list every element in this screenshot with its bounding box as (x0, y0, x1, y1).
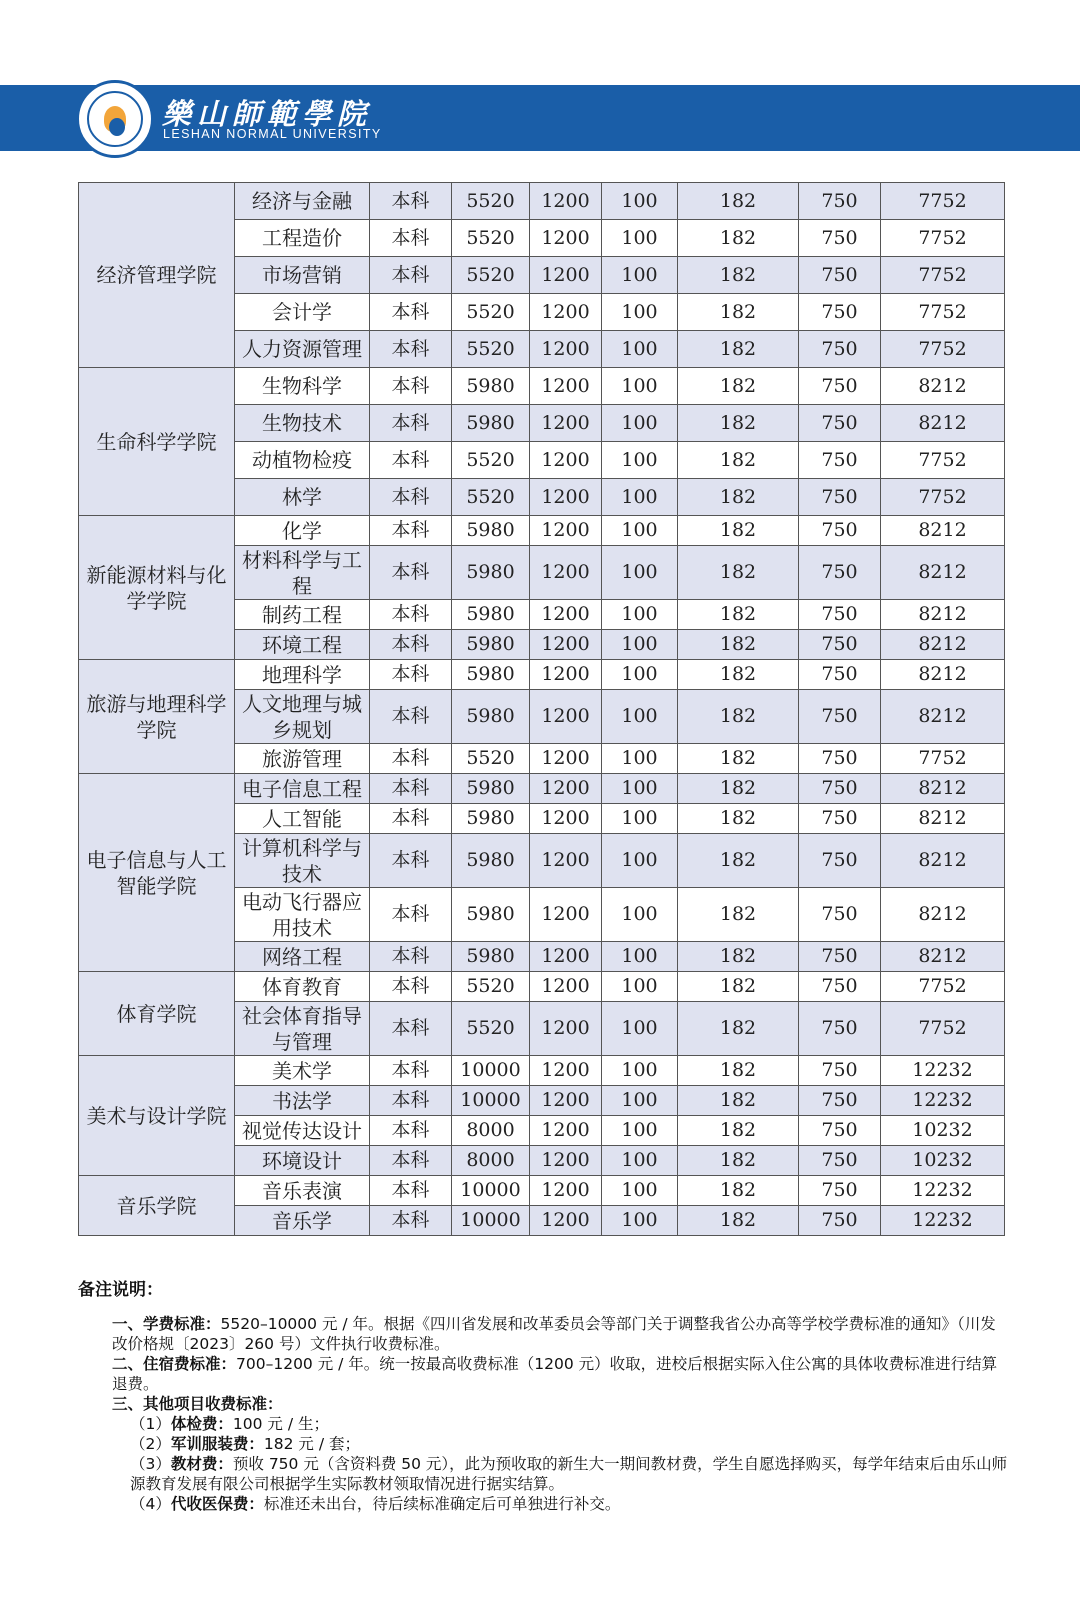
total-cell: 7752 (881, 294, 1005, 331)
exam-cell: 100 (602, 405, 678, 442)
accommodation-cell: 1200 (530, 257, 602, 294)
uniform-cell: 182 (678, 690, 799, 744)
table-row (79, 183, 1005, 220)
note-prefix: （1） (130, 1415, 171, 1433)
books-cell: 750 (799, 368, 881, 405)
major-cell: 计算机科学与技术 (235, 834, 370, 888)
exam-cell: 100 (602, 294, 678, 331)
level-cell: 本科 (370, 804, 452, 834)
level-cell: 本科 (370, 220, 452, 257)
tuition-cell: 5520 (452, 183, 530, 220)
major-cell: 会计学 (235, 294, 370, 331)
books-cell: 750 (799, 888, 881, 942)
level-cell: 本科 (370, 183, 452, 220)
tuition-cell: 5980 (452, 942, 530, 972)
books-cell: 750 (799, 690, 881, 744)
major-cell: 经济与金融 (235, 183, 370, 220)
books-cell: 750 (799, 516, 881, 546)
books-cell: 750 (799, 183, 881, 220)
college-cell: 经济管理学院 (79, 183, 235, 368)
major-cell: 地理科学 (235, 660, 370, 690)
accommodation-cell: 1200 (530, 220, 602, 257)
major-cell: 旅游管理 (235, 744, 370, 774)
note-item-tuition (78, 1314, 1008, 1354)
tuition-cell: 5980 (452, 405, 530, 442)
university-name-cn: 樂山師範學院 (162, 97, 373, 131)
note-prefix: （2） (130, 1435, 171, 1453)
seal-drop (109, 118, 125, 136)
accommodation-cell: 1200 (530, 1002, 602, 1056)
uniform-cell: 182 (678, 888, 799, 942)
note-label: 一、学费标准： (112, 1315, 221, 1333)
accommodation-cell: 1200 (530, 1146, 602, 1176)
note-text: 预收 750 元（含资料费 50 元），此为预收取的新生大一期间教材费，学生自愿选择购买，每学年结束后由乐山师源教育发展有限公司根据学生实际教材领取情况进行据实结算。 (130, 1455, 1008, 1493)
exam-cell: 100 (602, 1146, 678, 1176)
exam-cell: 100 (602, 368, 678, 405)
total-cell: 12232 (881, 1206, 1005, 1236)
tuition-cell: 5520 (452, 331, 530, 368)
note-text: 标准还未出台，待后续标准确定后可单独进行补交。 (263, 1495, 621, 1513)
level-cell: 本科 (370, 1086, 452, 1116)
major-cell: 电子信息工程 (235, 774, 370, 804)
tuition-cell: 5520 (452, 442, 530, 479)
major-cell: 电动飞行器应用技术 (235, 888, 370, 942)
accommodation-cell: 1200 (530, 1176, 602, 1206)
total-cell: 8212 (881, 834, 1005, 888)
note-text: 100 元 / 生； (232, 1415, 329, 1433)
note-text: 5520–10000 元 / 年。根据《四川省发展和改革委员会等部门关于调整我省公办高等学校学费标准的通知》（川发改价格规〔2023〕260 号）文件执行收费标准。 (112, 1315, 996, 1353)
exam-cell: 100 (602, 479, 678, 516)
tuition-cell: 10000 (452, 1056, 530, 1086)
accommodation-cell: 1200 (530, 405, 602, 442)
uniform-cell: 182 (678, 442, 799, 479)
exam-cell: 100 (602, 942, 678, 972)
total-cell: 8212 (881, 774, 1005, 804)
uniform-cell: 182 (678, 630, 799, 660)
major-cell: 人文地理与城乡规划 (235, 690, 370, 744)
note-item-other (78, 1394, 1008, 1414)
major-cell: 音乐学 (235, 1206, 370, 1236)
level-cell: 本科 (370, 1056, 452, 1086)
uniform-cell: 182 (678, 183, 799, 220)
note-subitem-books (78, 1454, 1008, 1494)
uniform-cell: 182 (678, 331, 799, 368)
level-cell: 本科 (370, 331, 452, 368)
accommodation-cell: 1200 (530, 774, 602, 804)
note-label: 三、其他项目收费标准： (112, 1395, 283, 1413)
tuition-cell: 5980 (452, 834, 530, 888)
books-cell: 750 (799, 1116, 881, 1146)
note-label: 军训服装费： (170, 1435, 264, 1453)
total-cell: 10232 (881, 1116, 1005, 1146)
note-label: 体检费： (170, 1415, 233, 1433)
books-cell: 750 (799, 331, 881, 368)
major-cell: 生物技术 (235, 405, 370, 442)
uniform-cell: 182 (678, 600, 799, 630)
accommodation-cell: 1200 (530, 546, 602, 600)
accommodation-cell: 1200 (530, 690, 602, 744)
exam-cell: 100 (602, 1176, 678, 1206)
level-cell: 本科 (370, 1002, 452, 1056)
total-cell: 7752 (881, 220, 1005, 257)
exam-cell: 100 (602, 257, 678, 294)
total-cell: 8212 (881, 516, 1005, 546)
level-cell: 本科 (370, 972, 452, 1002)
total-cell: 8212 (881, 630, 1005, 660)
level-cell: 本科 (370, 294, 452, 331)
exam-cell: 100 (602, 888, 678, 942)
exam-cell: 100 (602, 183, 678, 220)
college-cell: 音乐学院 (79, 1176, 235, 1236)
level-cell: 本科 (370, 600, 452, 630)
books-cell: 750 (799, 479, 881, 516)
total-cell: 8212 (881, 368, 1005, 405)
major-cell: 体育教育 (235, 972, 370, 1002)
level-cell: 本科 (370, 1116, 452, 1146)
books-cell: 750 (799, 834, 881, 888)
note-label: 教材费： (170, 1455, 233, 1473)
fee-table (78, 182, 1005, 1236)
books-cell: 750 (799, 804, 881, 834)
accommodation-cell: 1200 (530, 744, 602, 774)
note-subitem-insurance (78, 1494, 1008, 1514)
accommodation-cell: 1200 (530, 630, 602, 660)
total-cell: 8212 (881, 804, 1005, 834)
level-cell: 本科 (370, 257, 452, 294)
exam-cell: 100 (602, 1002, 678, 1056)
total-cell: 8212 (881, 600, 1005, 630)
tuition-cell: 10000 (452, 1206, 530, 1236)
total-cell: 7752 (881, 331, 1005, 368)
major-cell: 社会体育指导与管理 (235, 1002, 370, 1056)
books-cell: 750 (799, 220, 881, 257)
total-cell: 7752 (881, 479, 1005, 516)
tuition-cell: 5520 (452, 744, 530, 774)
exam-cell: 100 (602, 774, 678, 804)
total-cell: 8212 (881, 690, 1005, 744)
major-cell: 人工智能 (235, 804, 370, 834)
exam-cell: 100 (602, 660, 678, 690)
accommodation-cell: 1200 (530, 804, 602, 834)
uniform-cell: 182 (678, 942, 799, 972)
uniform-cell: 182 (678, 834, 799, 888)
books-cell: 750 (799, 257, 881, 294)
note-label: 代收医保费： (170, 1495, 264, 1513)
books-cell: 750 (799, 942, 881, 972)
major-cell: 工程造价 (235, 220, 370, 257)
level-cell: 本科 (370, 888, 452, 942)
uniform-cell: 182 (678, 1002, 799, 1056)
tuition-cell: 5520 (452, 479, 530, 516)
exam-cell: 100 (602, 220, 678, 257)
accommodation-cell: 1200 (530, 1056, 602, 1086)
total-cell: 8212 (881, 405, 1005, 442)
level-cell: 本科 (370, 546, 452, 600)
books-cell: 750 (799, 1086, 881, 1116)
exam-cell: 100 (602, 516, 678, 546)
books-cell: 750 (799, 972, 881, 1002)
level-cell: 本科 (370, 942, 452, 972)
books-cell: 750 (799, 1056, 881, 1086)
uniform-cell: 182 (678, 368, 799, 405)
level-cell: 本科 (370, 1176, 452, 1206)
exam-cell: 100 (602, 972, 678, 1002)
level-cell: 本科 (370, 442, 452, 479)
level-cell: 本科 (370, 774, 452, 804)
major-cell: 人力资源管理 (235, 331, 370, 368)
books-cell: 750 (799, 630, 881, 660)
exam-cell: 100 (602, 690, 678, 744)
books-cell: 750 (799, 1146, 881, 1176)
uniform-cell: 182 (678, 294, 799, 331)
major-cell: 书法学 (235, 1086, 370, 1116)
exam-cell: 100 (602, 1116, 678, 1146)
tuition-cell: 5980 (452, 690, 530, 744)
accommodation-cell: 1200 (530, 368, 602, 405)
books-cell: 750 (799, 1206, 881, 1236)
uniform-cell: 182 (678, 972, 799, 1002)
tuition-cell: 10000 (452, 1176, 530, 1206)
tuition-cell: 5980 (452, 660, 530, 690)
tuition-cell: 5980 (452, 888, 530, 942)
exam-cell: 100 (602, 331, 678, 368)
tuition-cell: 5980 (452, 774, 530, 804)
exam-cell: 100 (602, 600, 678, 630)
major-cell: 视觉传达设计 (235, 1116, 370, 1146)
exam-cell: 100 (602, 1056, 678, 1086)
notes-heading: 备注说明： (78, 1280, 163, 1300)
major-cell: 生物科学 (235, 368, 370, 405)
books-cell: 750 (799, 546, 881, 600)
total-cell: 7752 (881, 442, 1005, 479)
books-cell: 750 (799, 600, 881, 630)
accommodation-cell: 1200 (530, 479, 602, 516)
exam-cell: 100 (602, 1206, 678, 1236)
university-seal-icon (76, 80, 154, 158)
tuition-cell: 8000 (452, 1116, 530, 1146)
uniform-cell: 182 (678, 774, 799, 804)
major-cell: 化学 (235, 516, 370, 546)
uniform-cell: 182 (678, 257, 799, 294)
total-cell: 7752 (881, 257, 1005, 294)
major-cell: 网络工程 (235, 942, 370, 972)
books-cell: 750 (799, 1002, 881, 1056)
level-cell: 本科 (370, 405, 452, 442)
table-row (79, 972, 1005, 1002)
books-cell: 750 (799, 442, 881, 479)
tuition-cell: 5520 (452, 972, 530, 1002)
table-row (79, 660, 1005, 690)
uniform-cell: 182 (678, 516, 799, 546)
level-cell: 本科 (370, 1206, 452, 1236)
major-cell: 环境工程 (235, 630, 370, 660)
books-cell: 750 (799, 744, 881, 774)
note-label: 二、住宿费标准： (112, 1355, 237, 1373)
notes-section (78, 1280, 1008, 1514)
accommodation-cell: 1200 (530, 442, 602, 479)
exam-cell: 100 (602, 744, 678, 774)
accommodation-cell: 1200 (530, 660, 602, 690)
books-cell: 750 (799, 774, 881, 804)
exam-cell: 100 (602, 546, 678, 600)
college-cell: 体育学院 (79, 972, 235, 1056)
college-cell: 旅游与地理科学学院 (79, 660, 235, 774)
table-row (79, 774, 1005, 804)
note-item-accommodation (78, 1354, 1008, 1394)
tuition-cell: 5980 (452, 546, 530, 600)
tuition-cell: 8000 (452, 1146, 530, 1176)
accommodation-cell: 1200 (530, 183, 602, 220)
books-cell: 750 (799, 1176, 881, 1206)
total-cell: 8212 (881, 660, 1005, 690)
accommodation-cell: 1200 (530, 1206, 602, 1236)
college-cell: 美术与设计学院 (79, 1056, 235, 1176)
books-cell: 750 (799, 294, 881, 331)
total-cell: 12232 (881, 1086, 1005, 1116)
tuition-cell: 10000 (452, 1086, 530, 1116)
college-cell: 新能源材料与化学学院 (79, 516, 235, 660)
note-prefix: （3） (130, 1455, 171, 1473)
uniform-cell: 182 (678, 1146, 799, 1176)
level-cell: 本科 (370, 516, 452, 546)
tuition-cell: 5980 (452, 516, 530, 546)
total-cell: 8212 (881, 888, 1005, 942)
total-cell: 7752 (881, 972, 1005, 1002)
total-cell: 7752 (881, 183, 1005, 220)
uniform-cell: 182 (678, 1116, 799, 1146)
uniform-cell: 182 (678, 405, 799, 442)
tuition-cell: 5520 (452, 294, 530, 331)
tuition-cell: 5980 (452, 368, 530, 405)
level-cell: 本科 (370, 630, 452, 660)
uniform-cell: 182 (678, 479, 799, 516)
tuition-cell: 5980 (452, 600, 530, 630)
accommodation-cell: 1200 (530, 972, 602, 1002)
seal-ring (87, 91, 143, 147)
accommodation-cell: 1200 (530, 942, 602, 972)
level-cell: 本科 (370, 479, 452, 516)
major-cell: 环境设计 (235, 1146, 370, 1176)
total-cell: 8212 (881, 942, 1005, 972)
major-cell: 制药工程 (235, 600, 370, 630)
uniform-cell: 182 (678, 220, 799, 257)
major-cell: 音乐表演 (235, 1176, 370, 1206)
uniform-cell: 182 (678, 660, 799, 690)
major-cell: 材料科学与工程 (235, 546, 370, 600)
tuition-cell: 5520 (452, 220, 530, 257)
exam-cell: 100 (602, 834, 678, 888)
accommodation-cell: 1200 (530, 516, 602, 546)
exam-cell: 100 (602, 1086, 678, 1116)
books-cell: 750 (799, 405, 881, 442)
table-row (79, 368, 1005, 405)
tuition-cell: 5520 (452, 257, 530, 294)
uniform-cell: 182 (678, 1056, 799, 1086)
total-cell: 8212 (881, 546, 1005, 600)
table-row (79, 1056, 1005, 1086)
major-cell: 市场营销 (235, 257, 370, 294)
level-cell: 本科 (370, 744, 452, 774)
level-cell: 本科 (370, 368, 452, 405)
uniform-cell: 182 (678, 1176, 799, 1206)
college-cell: 电子信息与人工智能学院 (79, 774, 235, 972)
uniform-cell: 182 (678, 804, 799, 834)
level-cell: 本科 (370, 660, 452, 690)
total-cell: 7752 (881, 744, 1005, 774)
note-text: 182 元 / 套； (263, 1435, 360, 1453)
total-cell: 12232 (881, 1056, 1005, 1086)
fee-table-body (79, 183, 1005, 1236)
total-cell: 10232 (881, 1146, 1005, 1176)
college-cell: 生命科学学院 (79, 368, 235, 516)
tuition-cell: 5980 (452, 804, 530, 834)
note-subitem-uniform (78, 1434, 1008, 1454)
tuition-cell: 5520 (452, 1002, 530, 1056)
uniform-cell: 182 (678, 1086, 799, 1116)
total-cell: 7752 (881, 1002, 1005, 1056)
accommodation-cell: 1200 (530, 888, 602, 942)
level-cell: 本科 (370, 834, 452, 888)
uniform-cell: 182 (678, 1206, 799, 1236)
major-cell: 美术学 (235, 1056, 370, 1086)
accommodation-cell: 1200 (530, 1116, 602, 1146)
table-row (79, 1176, 1005, 1206)
tuition-cell: 5980 (452, 630, 530, 660)
accommodation-cell: 1200 (530, 600, 602, 630)
exam-cell: 100 (602, 442, 678, 479)
note-prefix: （4） (130, 1495, 171, 1513)
note-text: 700–1200 元 / 年。统一按最高收费标准（1200 元）收取，进校后根据实际入住公寓的具体收费标准进行结算退费。 (112, 1355, 998, 1393)
accommodation-cell: 1200 (530, 1086, 602, 1116)
exam-cell: 100 (602, 804, 678, 834)
uniform-cell: 182 (678, 744, 799, 774)
major-cell: 林学 (235, 479, 370, 516)
university-name-en: LESHAN NORMAL UNIVERSITY (163, 127, 382, 141)
level-cell: 本科 (370, 1146, 452, 1176)
books-cell: 750 (799, 660, 881, 690)
accommodation-cell: 1200 (530, 331, 602, 368)
accommodation-cell: 1200 (530, 834, 602, 888)
table-row (79, 516, 1005, 546)
uniform-cell: 182 (678, 546, 799, 600)
accommodation-cell: 1200 (530, 294, 602, 331)
note-subitem-exam (78, 1414, 1008, 1434)
level-cell: 本科 (370, 690, 452, 744)
total-cell: 12232 (881, 1176, 1005, 1206)
major-cell: 动植物检疫 (235, 442, 370, 479)
exam-cell: 100 (602, 630, 678, 660)
